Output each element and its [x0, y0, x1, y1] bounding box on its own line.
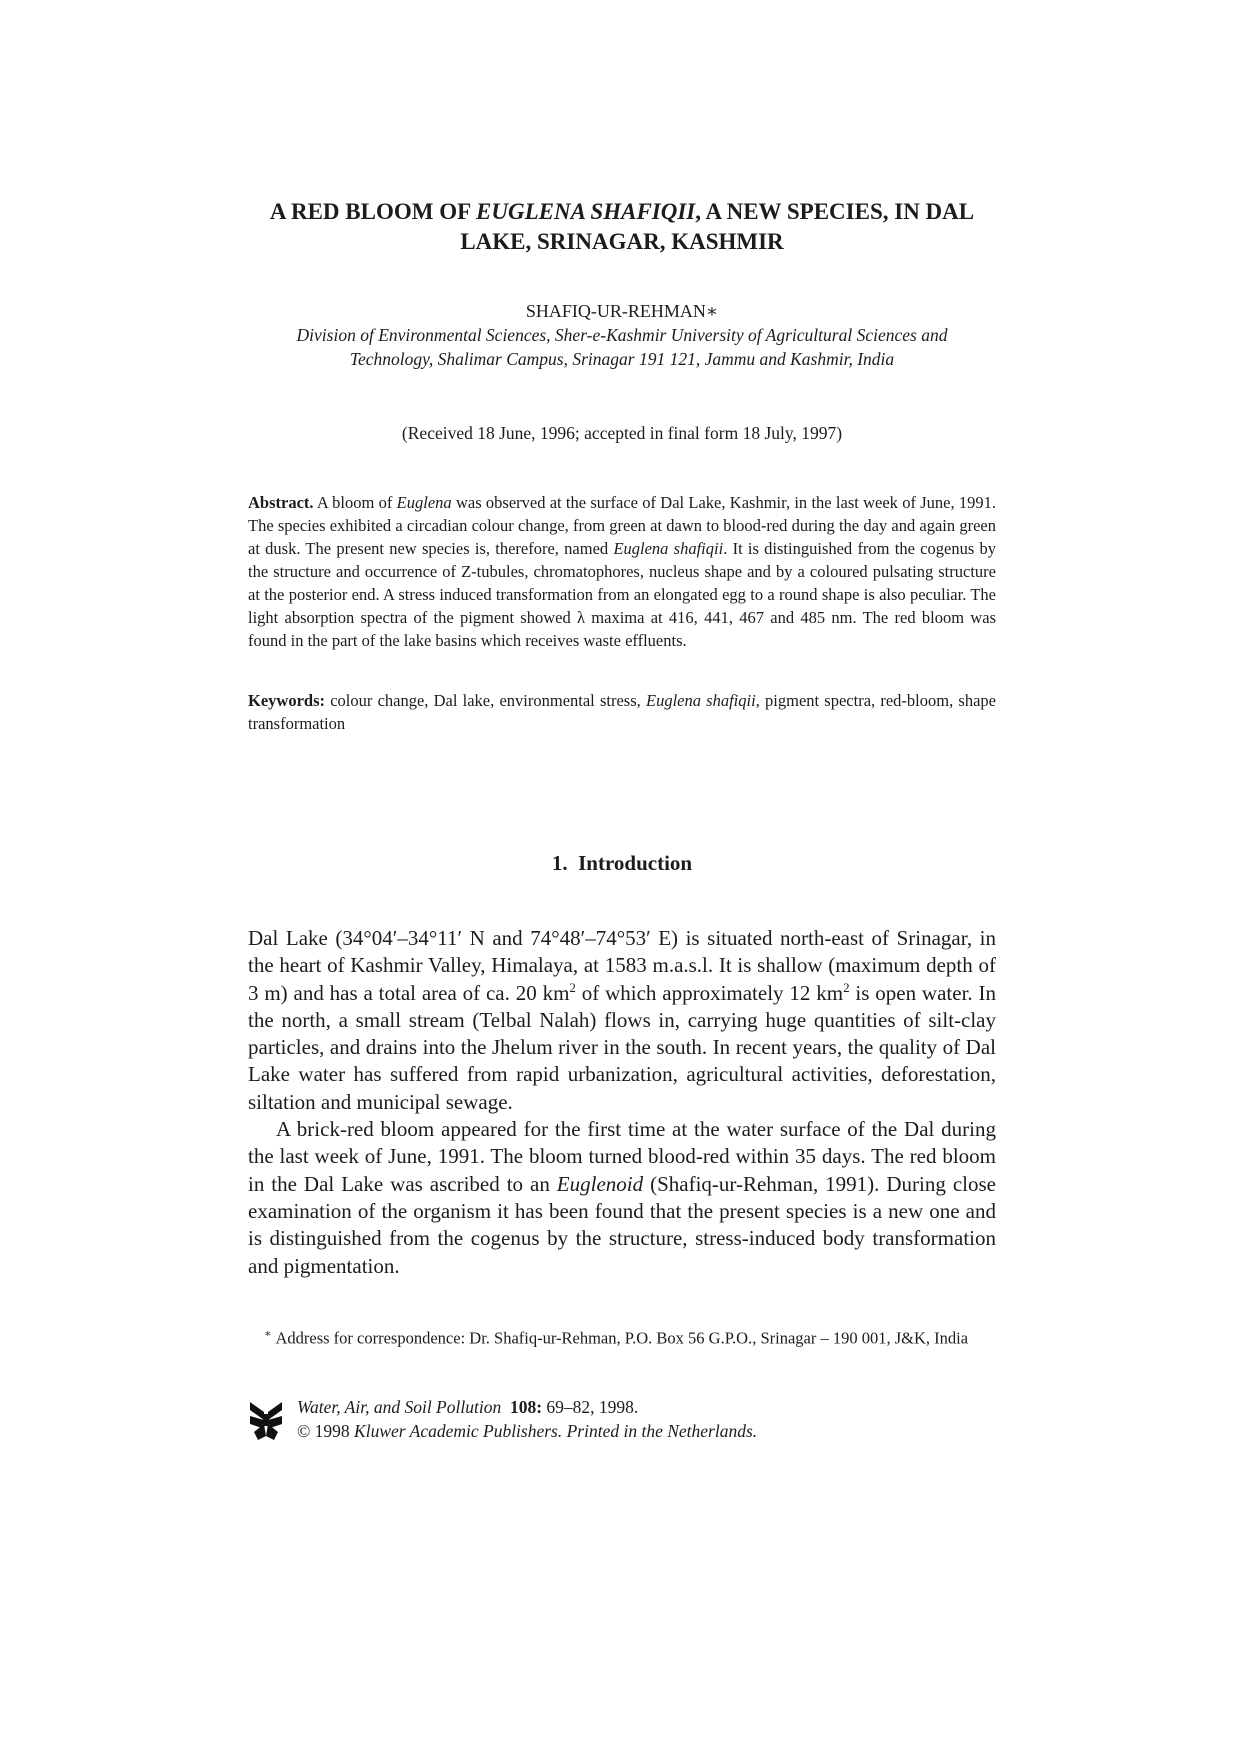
- author: [248, 299, 996, 323]
- footnote: [248, 1323, 996, 1350]
- kluwer-logo-icon: [248, 1398, 284, 1442]
- copyright-prefix: © 1998: [297, 1421, 355, 1441]
- introduction-body: [248, 925, 996, 1280]
- intro-p2-text-a: A brick-red bloom appeared for the first time at the water surface of the Dal during the last week of June, 1991. The bloom turned blood-red within 35 days. The red bloom in the Dal Lake was ascribed to an: [248, 1117, 996, 1196]
- abstract-text-1: A bloom of: [313, 493, 397, 512]
- paper-title: [248, 197, 996, 257]
- journal-name: Water, Air, and Soil Pollution: [297, 1397, 502, 1417]
- intro-p1-text-c: is open water. In the north, a small stream (Telbal Nalah) flows in, carrying huge quantities of silt-clay particles, and drains into the Jhelum river in the south. In recent years, the quality of Dal Lake water has suffered from rapid urbanization, agricultural activities, deforestation, siltation and municipal sewage.: [248, 980, 996, 1114]
- received-dates: (Received 18 June, 1996; accepted in final form 18 July, 1997): [401, 423, 843, 443]
- title-line1-suffix: , A NEW SPECIES, IN DAL: [695, 199, 975, 224]
- title-line1-prefix: A RED BLOOM OF: [269, 199, 477, 224]
- intro-paragraph-1: [248, 925, 996, 1116]
- section-title: Introduction: [578, 851, 693, 875]
- abstract-text-2: was observed at the surface of Dal Lake, Kashmir, in the last week of June, 1991. The species exhibited a circadian colour change, from green at dawn to blood-red during the day and again green at dusk. The present new species is, therefore, named: [248, 493, 996, 558]
- intro-p2-text-b: (Shafiq-ur-Rehman, 1991). During close examination of the organism it has been found that the present species is a new one and is distinguished from the cogenus by the structure, stress-induced body transformation and pigmentation.: [248, 1171, 996, 1278]
- section-number: 1.: [551, 851, 568, 875]
- intro-p2-italic: Euglenoid: [556, 1171, 644, 1196]
- journal-volume: 108:: [509, 1397, 543, 1417]
- keywords-text-1: colour change, Dal lake, environmental stress,: [325, 691, 646, 710]
- journal-pages-year: 69–82, 1998.: [542, 1397, 639, 1417]
- keywords-text-2: , pigment spectra, red-bloom, shape transformation: [248, 691, 996, 733]
- publication-info: [297, 1395, 757, 1443]
- footnote-mark: ∗: [264, 1328, 272, 1340]
- abstract-text-3: . It is distinguished from the cogenus by the structure and occurrence of Z-tubules, chromatophores, nucleus shape and by a coloured pulsating structure at the posterior end. A stress induced transformation from an elongated egg to a round shape is also peculiar. The light absorption spectra of the pigment showed λ maxima at 416, 441, 467 and 485 nm. The red bloom was found in the part of the lake basins which receives waste effluents.: [248, 539, 997, 650]
- keywords-italic: Euglena shafiqii: [645, 691, 756, 710]
- keywords-label: Keywords:: [248, 691, 325, 710]
- affiliation-line2: Technology, Shalimar Campus, Srinagar 191 121, Jammu and Kashmir, India: [349, 349, 895, 369]
- title-species-name: EUGLENA SHAFIQII: [476, 199, 696, 224]
- copyright-publisher: Kluwer Academic Publishers. Printed in the Netherlands.: [354, 1421, 758, 1441]
- abstract-label: Abstract.: [248, 493, 314, 512]
- intro-p1-superscript-1: 2: [569, 979, 576, 995]
- title-line2: LAKE, SRINAGAR, KASHMIR: [460, 229, 784, 254]
- author-footnote-mark: ∗: [705, 301, 719, 321]
- intro-p1-superscript-2: 2: [843, 979, 850, 995]
- intro-p1-text-b: of which approximately 12 km: [575, 980, 844, 1005]
- intro-paragraph-2: [248, 1116, 996, 1280]
- section-heading: [248, 849, 996, 877]
- author-name: SHAFIQ-UR-REHMAN: [525, 301, 706, 321]
- intro-p1-text-a: Dal Lake (34°04′–34°11′ N and 74°48′–74°53′ E) is situated north-east of Srinagar, in the heart of Kashmir Valley, Himalaya, at 1583 m.a.s.l. It is shallow (maximum depth of 3 m) and has a total area of ca. 20 km: [248, 926, 996, 1005]
- affiliation-line1: Division of Environmental Sciences, Sher-e-Kashmir University of Agricultural Sciences and: [296, 325, 948, 345]
- abstract: [248, 491, 996, 652]
- abstract-italic-2: Euglena shafiqii: [613, 539, 724, 558]
- affiliation: [248, 323, 996, 371]
- abstract-italic-1: Euglena: [396, 493, 452, 512]
- footnote-text: Address for correspondence: Dr. Shafiq-ur-Rehman, P.O. Box 56 G.P.O., Srinagar – 190 001, J&K, India: [275, 1328, 969, 1348]
- keywords: [248, 689, 996, 735]
